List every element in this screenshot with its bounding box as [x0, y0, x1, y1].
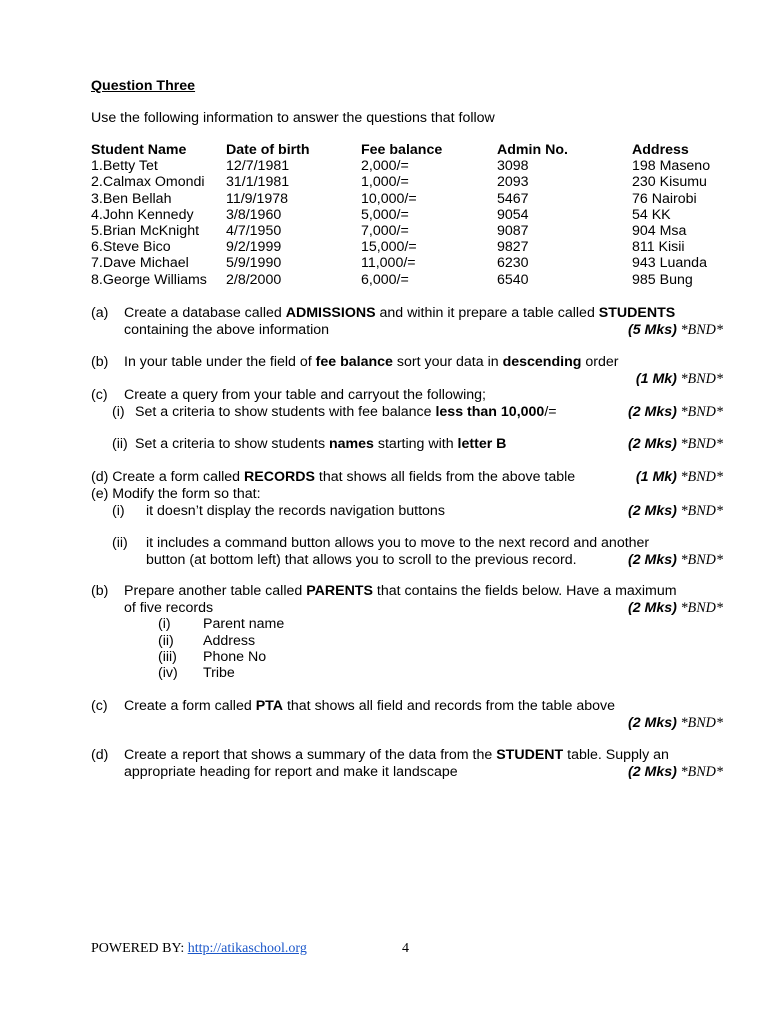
- intro-text: Use the following information to answer the questions that follow: [91, 110, 495, 126]
- bnd-tag: *BND*: [676, 502, 723, 519]
- field-name: Phone No: [203, 649, 267, 665]
- cell: 12/7/1981: [226, 158, 290, 175]
- question-text: Create a query from your table and carryout the following;: [124, 387, 486, 403]
- cell: 5,000/=: [361, 206, 409, 223]
- bold-text: ,000: [516, 403, 545, 420]
- marks-value: (2 Mks): [628, 502, 677, 519]
- marks-value: (2 Mks): [628, 763, 677, 780]
- question-label: (c): [91, 698, 108, 714]
- question-a: [91, 305, 723, 339]
- cell: 2,000/=: [361, 158, 409, 175]
- question-b: [91, 354, 723, 388]
- question-text: [124, 305, 723, 321]
- text: /=: [544, 403, 557, 420]
- cell: 9054: [497, 206, 529, 223]
- bold-text: PARENTS: [306, 583, 373, 599]
- marks: [628, 322, 723, 339]
- table-row: [91, 174, 731, 190]
- bold-text: descending: [502, 354, 582, 370]
- table-row: [91, 191, 731, 207]
- cell: 11/9/1978: [226, 190, 289, 207]
- text: Modify the form so that:: [112, 486, 261, 502]
- bold-text: STUDENTS: [598, 305, 676, 321]
- bold-text: letter B: [457, 436, 507, 452]
- marks: [628, 715, 723, 732]
- question-d: [91, 469, 723, 486]
- question-text: [91, 486, 261, 502]
- cell: 2/8/2000: [226, 271, 282, 288]
- question-b-parents: [91, 583, 723, 683]
- text: Create a report that shows a summary of the data from the: [124, 747, 497, 763]
- marks: [628, 600, 723, 617]
- question-text: [124, 354, 723, 370]
- question-d-report: [91, 747, 723, 781]
- text: that shows all field and records from the table above: [283, 698, 616, 714]
- table-row: [91, 158, 731, 174]
- field-label: (i): [158, 616, 171, 632]
- cell: 7,000/=: [361, 222, 409, 239]
- text: order: [581, 354, 619, 370]
- bnd-tag: *BND*: [676, 763, 723, 780]
- student-table: [91, 142, 731, 288]
- text: starting with: [373, 436, 458, 452]
- sub-label: (ii): [112, 436, 128, 452]
- text: Create a form called: [112, 469, 244, 485]
- question-text-line2: appropriate heading for report and make it landscape: [124, 763, 458, 780]
- cell: 3/8/1960: [226, 206, 282, 223]
- bold-text: ADMISSIONS: [285, 305, 376, 321]
- question-text: [91, 469, 575, 485]
- sub-label: (i): [112, 502, 125, 519]
- cell: 2093: [497, 174, 529, 191]
- cell: 15,000/=: [361, 239, 417, 256]
- table-row: [91, 272, 731, 288]
- cell: 5.Brian McKnight: [91, 222, 200, 239]
- table-header-row: [91, 142, 731, 158]
- cell: 5467: [497, 190, 529, 207]
- question-label: (d): [91, 469, 109, 485]
- cell: 10,000/=: [361, 190, 417, 207]
- sub-label: (ii): [112, 535, 128, 551]
- text: that shows all fields from the above table: [314, 469, 576, 485]
- bnd-tag: *BND*: [676, 469, 723, 485]
- field-name: Address: [203, 632, 256, 649]
- marks-value: (2 Mks): [628, 551, 677, 568]
- cell: 811 Kisii: [632, 239, 685, 256]
- bnd-tag: *BND*: [676, 321, 723, 338]
- bnd-tag: *BND*: [676, 370, 723, 387]
- marks: [628, 436, 723, 453]
- cell: 6540: [497, 271, 529, 288]
- cell: 4.John Kennedy: [91, 206, 194, 223]
- cell: 4/7/1950: [226, 222, 282, 239]
- question-text-line2: of five records: [124, 599, 214, 616]
- marks: [628, 404, 723, 421]
- cell: 9/2/1999: [226, 239, 282, 256]
- cell: 7.Dave Michael: [91, 255, 189, 272]
- sub-label: (i): [112, 403, 125, 420]
- cell: 9087: [497, 222, 529, 239]
- cell: 11,000/=: [361, 255, 416, 272]
- marks: [628, 764, 723, 781]
- table-row: [91, 239, 731, 255]
- text: Create a database called: [124, 305, 286, 321]
- sub-text: [135, 436, 506, 452]
- question-text: [124, 698, 723, 714]
- text: In your table under the field of: [124, 354, 316, 370]
- page-number: 4: [402, 941, 409, 956]
- marks: [628, 503, 723, 520]
- table-row: [91, 207, 731, 223]
- sub-text: [135, 404, 557, 420]
- powered-by-label: POWERED BY:: [91, 941, 188, 956]
- sub-text-line2: button (at bottom left) that allows you to scroll to the previous record.: [146, 551, 577, 568]
- marks-value: (2 Mks): [628, 403, 677, 420]
- cell: 6,000/=: [361, 271, 409, 288]
- marks: [628, 552, 723, 569]
- field-label: (iv): [158, 665, 178, 681]
- header-admin-no: Admin No.: [497, 142, 568, 158]
- field-label: (iii): [158, 649, 177, 665]
- header-date-of-birth: Date of birth: [226, 142, 310, 158]
- question-title: Question Three: [91, 78, 196, 94]
- footer: [91, 941, 307, 957]
- field-name: Tribe: [203, 665, 235, 681]
- marks-value: (1 Mk): [635, 370, 677, 387]
- text: sort your data in: [392, 354, 503, 370]
- marks-value: (1 Mk): [635, 469, 677, 485]
- cell: 904 Msa: [632, 222, 687, 239]
- text: that contains the fields below. Have a maximum: [372, 583, 677, 599]
- sub-text: it includes a command button allows you to move to the next record and another: [146, 535, 650, 551]
- footer-link[interactable]: http://atikaschool.org: [187, 941, 307, 956]
- marks-value: (5 Mks): [628, 321, 677, 338]
- marks-value: (2 Mks): [628, 714, 677, 731]
- question-text: [124, 747, 723, 763]
- cell: 76 Nairobi: [632, 190, 697, 207]
- cell: 985 Bung: [632, 271, 693, 288]
- question-label: (e): [91, 486, 109, 502]
- cell: 230 Kisumu: [632, 174, 707, 191]
- cell: 198 Maseno: [632, 158, 711, 175]
- cell: 31/1/1981: [226, 174, 290, 191]
- question-c: [91, 387, 723, 457]
- bold-text: PTA: [255, 698, 284, 714]
- question-label: (d): [91, 747, 109, 763]
- bold-text: STUDENT: [496, 747, 564, 763]
- question-c-pta: [91, 698, 723, 732]
- question-text-line2: containing the above information: [124, 321, 330, 338]
- question-label: (c): [91, 387, 108, 403]
- bold-text: RECORDS: [243, 469, 315, 485]
- table-row: [91, 255, 731, 271]
- bnd-tag: *BND*: [676, 551, 723, 568]
- text: Set a criteria to show students: [135, 436, 329, 452]
- cell: 54 KK: [632, 206, 671, 223]
- header-student-name: Student Name: [91, 142, 187, 158]
- cell: 8.George Williams: [91, 271, 207, 288]
- bold-text: fee balance: [315, 354, 393, 370]
- marks-value: (2 Mks): [628, 436, 677, 452]
- bnd-tag: *BND*: [676, 599, 723, 616]
- question-label: (b): [91, 354, 109, 370]
- cell: 6.Steve Bico: [91, 239, 171, 256]
- cell: 9827: [497, 239, 529, 256]
- bold-text: names: [329, 436, 374, 452]
- header-address: Address: [632, 142, 689, 158]
- question-text: [124, 583, 723, 599]
- text: Set a criteria to show students with fee balance: [135, 403, 436, 420]
- sub-text: it doesn’t display the records navigation buttons: [146, 502, 445, 519]
- cell: 1,000/=: [361, 174, 409, 191]
- bold-text: less than 10: [435, 403, 517, 420]
- text: and within it prepare a table called: [375, 305, 599, 321]
- text: Create a form called: [124, 698, 256, 714]
- question-label: (a): [91, 305, 109, 321]
- cell: 3098: [497, 158, 529, 175]
- bnd-tag: *BND*: [676, 403, 723, 420]
- cell: 2.Calmax Omondi: [91, 174, 205, 191]
- cell: 3.Ben Bellah: [91, 190, 172, 207]
- cell: 6230: [497, 255, 529, 272]
- field-name: Parent name: [203, 616, 285, 632]
- text: Prepare another table called: [124, 583, 307, 599]
- field-label: (ii): [158, 632, 174, 649]
- bnd-tag: *BND*: [676, 436, 723, 452]
- header-fee-balance: Fee balance: [361, 142, 443, 158]
- marks: [636, 469, 723, 486]
- table-row: [91, 223, 731, 239]
- marks: [636, 371, 723, 388]
- bnd-tag: *BND*: [676, 714, 723, 731]
- text: table. Supply an: [563, 747, 669, 763]
- cell: 1.Betty Tet: [91, 158, 158, 175]
- cell: 5/9/1990: [226, 255, 282, 272]
- question-e: [91, 486, 723, 568]
- marks-value: (2 Mks): [628, 599, 677, 616]
- question-label: (b): [91, 583, 109, 599]
- cell: 943 Luanda: [632, 255, 707, 272]
